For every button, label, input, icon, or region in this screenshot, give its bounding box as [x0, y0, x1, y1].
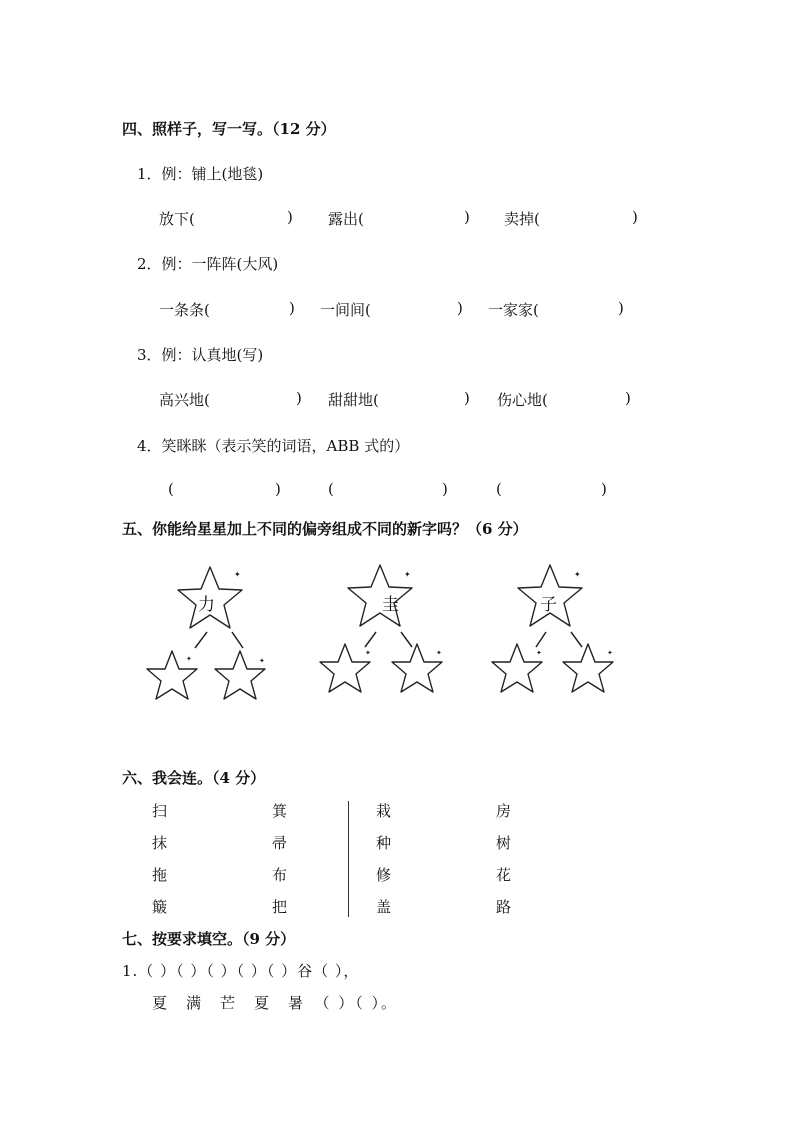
q4-blank-3-close: ) [601, 480, 607, 498]
match-left-a-3[interactable]: 拖 [152, 866, 168, 884]
q2-item-2-close: ) [457, 299, 463, 317]
q1-item-3-close: ) [632, 208, 638, 226]
match-left-a-1[interactable]: 扫 [152, 802, 168, 820]
small-star-1b[interactable] [215, 651, 265, 699]
match-right-a-3[interactable]: 修 [376, 866, 392, 884]
match-right-a-2[interactable]: 种 [376, 834, 392, 852]
match-left-b-2[interactable]: 帚 [272, 834, 288, 852]
section-6-title: 六、我会连。（4 分） [122, 769, 266, 787]
q1-item-3: 卖掉( [504, 210, 540, 228]
big-star-2 [348, 565, 412, 626]
column-divider [348, 801, 349, 917]
q3-item-3: 伤心地( [497, 391, 548, 409]
star-char-3: 子 [540, 595, 557, 615]
branch-line-left [195, 632, 207, 648]
section-7-line-1: 1.（ ）（ ）（ ）（ ）（ ）谷（ ）， [122, 962, 360, 980]
q3-item-1-close: ) [296, 389, 302, 407]
match-left-a-2[interactable]: 抹 [152, 834, 168, 852]
star-sparkle-icon: ✦ [404, 570, 411, 579]
section-7-title: 七、按要求填空。（9 分） [122, 930, 296, 948]
q1-item-2-close: ) [464, 208, 470, 226]
q4-blank-2-close: ) [442, 480, 448, 498]
small-star-3b[interactable] [563, 644, 613, 692]
star-group-3 [492, 565, 613, 692]
match-right-b-4[interactable]: 路 [496, 898, 512, 916]
branch-line-left [536, 632, 546, 647]
star-sparkle-icon: ✦ [607, 649, 613, 657]
star-sparkle-icon: ✦ [259, 657, 265, 665]
q1-item-1: 放下( [159, 210, 195, 228]
q2-item-3-close: ) [618, 299, 624, 317]
q3-item-3-close: ) [625, 389, 631, 407]
star-char-1: 力 [198, 595, 215, 615]
q4-example: 4．笑眯眯（表示笑的词语，ABB 式的） [137, 437, 410, 455]
star-group-2 [320, 565, 442, 692]
star-char-2: 圭 [382, 595, 399, 615]
q3-item-2-close: ) [464, 389, 470, 407]
q2-item-1: 一条条( [159, 301, 210, 319]
star-sparkle-icon: ✦ [574, 570, 581, 579]
stars-diagram [0, 555, 794, 715]
star-sparkle-icon: ✦ [234, 570, 241, 579]
star-sparkle-icon: ✦ [186, 655, 192, 663]
q1-item-2: 露出( [328, 210, 364, 228]
star-group-1 [147, 567, 265, 699]
q2-example: 2．例：一阵阵(大风) [137, 255, 279, 273]
section-5-title: 五、你能给星星加上不同的偏旁组成不同的新字吗？（6 分） [122, 520, 528, 538]
match-right-b-3[interactable]: 花 [496, 866, 512, 884]
match-left-b-1[interactable]: 箕 [272, 802, 288, 820]
star-sparkle-icon: ✦ [536, 649, 542, 657]
star-sparkle-icon: ✦ [436, 649, 442, 657]
q2-item-3: 一家家( [488, 301, 539, 319]
q4-blank-1-open: ( [168, 480, 174, 498]
q4-blank-2-open: ( [328, 480, 334, 498]
branch-line-left [365, 632, 376, 647]
small-star-3a[interactable] [492, 644, 542, 692]
branch-line-right [232, 632, 243, 648]
section-4-title: 四、照样子，写一写。（12 分） [122, 120, 336, 138]
match-right-a-4[interactable]: 盖 [376, 898, 392, 916]
match-right-b-1[interactable]: 房 [496, 802, 512, 820]
q3-example: 3．例：认真地(写) [137, 346, 264, 364]
match-right-a-1[interactable]: 栽 [376, 802, 392, 820]
q4-blank-1-close: ) [275, 480, 281, 498]
match-left-a-4[interactable]: 簸 [152, 898, 168, 916]
small-star-2a[interactable] [320, 644, 370, 692]
q1-example: 1．例：铺上(地毯) [137, 165, 264, 183]
q4-blank-3-open: ( [496, 480, 502, 498]
q3-item-2: 甜甜地( [328, 391, 379, 409]
section-7-line-2: 夏 满 芒 夏 暑 （ ）（ ）。 [152, 994, 399, 1012]
q1-item-1-close: ) [287, 208, 293, 226]
star-sparkle-icon: ✦ [365, 649, 371, 657]
q2-item-1-close: ) [289, 299, 295, 317]
q3-item-1: 高兴地( [159, 391, 210, 409]
branch-line-right [571, 632, 582, 647]
small-star-2b[interactable] [392, 644, 442, 692]
q2-item-2: 一间间( [320, 301, 371, 319]
branch-line-right [401, 632, 412, 647]
match-left-b-4[interactable]: 把 [272, 898, 288, 916]
match-right-b-2[interactable]: 树 [496, 834, 512, 852]
match-left-b-3[interactable]: 布 [272, 866, 288, 884]
